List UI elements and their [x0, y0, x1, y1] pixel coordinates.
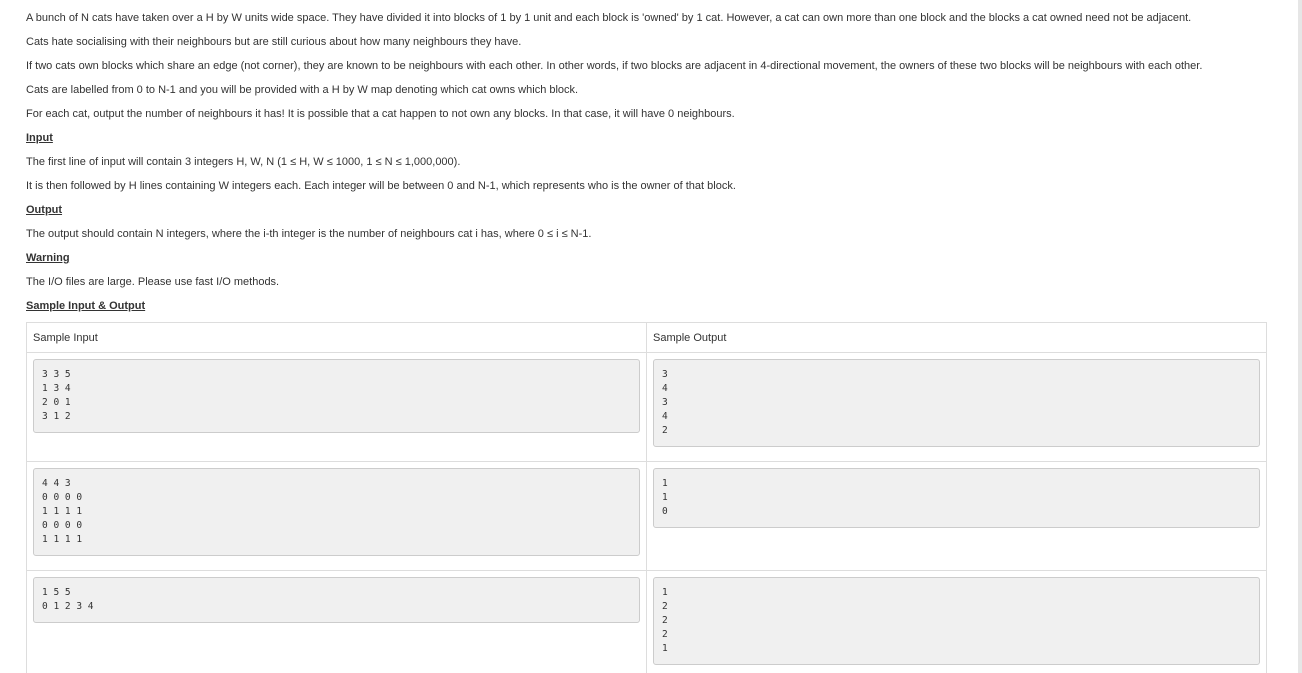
input-heading: Input: [26, 132, 53, 144]
intro-paragraph: A bunch of N cats have taken over a H by W units wide space. They have divided it into blocks of 1 by 1 unit and each block is 'owned' by 1 cat. However, a cat can own more than one block and the blocks a cat owned need not be adjacent.: [26, 12, 1192, 24]
warning-description: The I/O files are large. Please use fast I/O methods.: [26, 276, 280, 288]
sample-output-code: 1 1 0: [653, 468, 1260, 528]
warning-heading: Warning: [26, 252, 70, 264]
sample-row: [27, 462, 1267, 571]
samples-heading: Sample Input & Output: [26, 300, 146, 312]
sample-output-cell: [647, 462, 1267, 571]
sample-input-cell: [27, 571, 647, 673]
output-heading: Output: [26, 204, 63, 216]
sample-row: [27, 353, 1267, 462]
sample-input-code: 4 4 3 0 0 0 0 1 1 1 1 0 0 0 0 1 1 1 1: [33, 468, 640, 556]
sample-output-code: 3 4 3 4 2: [653, 359, 1260, 447]
sample-input-header: Sample Input: [27, 323, 647, 353]
output-description: The output should contain N integers, where the i-th integer is the number of neighbours cat i has, where 0 ≤ i ≤ N-1.: [26, 228, 592, 240]
sample-input-code: 1 5 5 0 1 2 3 4: [33, 577, 640, 623]
sample-output-code: 1 2 2 2 1: [653, 577, 1260, 665]
sample-input-cell: [27, 462, 647, 571]
sample-input-cell: [27, 353, 647, 462]
page-scrollbar[interactable]: [1298, 0, 1302, 673]
labels-paragraph: Cats are labelled from 0 to N-1 and you will be provided with a H by W map denoting which cat owns which block.: [26, 84, 579, 96]
problem-statement: [26, 0, 1271, 318]
input-description-2: It is then followed by H lines containing W integers each. Each integer will be between 0 and N-1, which represents who is the owner of that block.: [26, 180, 736, 192]
socialise-paragraph: Cats hate socialising with their neighbours but are still curious about how many neighbours they have.: [26, 36, 522, 48]
input-description-1: The first line of input will contain 3 integers H, W, N (1 ≤ H, W ≤ 1000, 1 ≤ N ≤ 1,000,000).: [26, 156, 461, 168]
task-paragraph: For each cat, output the number of neighbours it has! It is possible that a cat happen to not own any blocks. In that case, it will have 0 neighbours.: [26, 108, 735, 120]
sample-output-cell: [647, 571, 1267, 673]
sample-output-header: Sample Output: [647, 323, 1267, 353]
sample-header-row: [27, 323, 1267, 353]
sample-row: [27, 571, 1267, 673]
sample-output-cell: [647, 353, 1267, 462]
sample-io-table: [26, 322, 1267, 673]
neighbours-paragraph: If two cats own blocks which share an edge (not corner), they are known to be neighbours with each other. In other words, if two blocks are adjacent in 4-directional movement, the owners of these two blocks will be neighbours with each other.: [26, 60, 1203, 72]
sample-input-code: 3 3 5 1 3 4 2 0 1 3 1 2: [33, 359, 640, 433]
